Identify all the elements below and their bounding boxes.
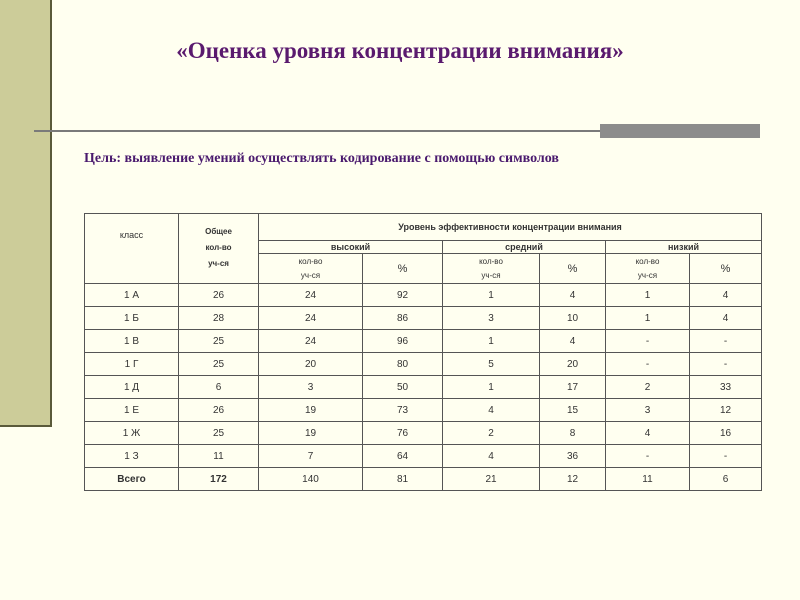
table-row <box>85 422 762 445</box>
cell-medium-pct: 20 <box>540 353 606 376</box>
table-row <box>85 399 762 422</box>
total-cell-low-count: 11 <box>606 468 690 491</box>
cell-low-pct: 12 <box>690 399 762 422</box>
total-cell-medium-count: 21 <box>443 468 540 491</box>
cell-total: 25 <box>179 422 259 445</box>
cell-high-count: 19 <box>259 422 363 445</box>
cell-medium-count: 1 <box>443 330 540 353</box>
count-label-line2: уч-ся <box>481 270 501 280</box>
table-row <box>85 307 762 330</box>
header-count-high <box>259 254 363 284</box>
table-total-row <box>85 468 762 491</box>
cell-total: 26 <box>179 399 259 422</box>
count-label-line1: кол-во <box>298 256 323 266</box>
divider-line <box>34 130 600 132</box>
cell-high-count: 3 <box>259 376 363 399</box>
table-row <box>85 330 762 353</box>
cell-medium-count: 4 <box>443 399 540 422</box>
header-level-high: высокий <box>259 241 443 254</box>
cell-low-count: - <box>606 330 690 353</box>
cell-high-pct: 80 <box>363 353 443 376</box>
cell-high-pct: 86 <box>363 307 443 330</box>
cell-high-pct: 76 <box>363 422 443 445</box>
header-total-line2: кол-во <box>205 243 232 252</box>
cell-total: 25 <box>179 330 259 353</box>
cell-high-count: 24 <box>259 284 363 307</box>
cell-low-pct: 4 <box>690 307 762 330</box>
cell-low-count: 1 <box>606 307 690 330</box>
cell-low-count: 4 <box>606 422 690 445</box>
cell-low-pct: 16 <box>690 422 762 445</box>
total-cell-high-count: 140 <box>259 468 363 491</box>
decorative-side-bar <box>0 0 52 427</box>
cell-low-count: - <box>606 445 690 468</box>
cell-medium-count: 4 <box>443 445 540 468</box>
cell-medium-count: 2 <box>443 422 540 445</box>
header-level-medium: средний <box>443 241 606 254</box>
header-total-line3: уч-ся <box>208 259 229 268</box>
cell-high-count: 7 <box>259 445 363 468</box>
cell-low-count: 2 <box>606 376 690 399</box>
cell-high-pct: 50 <box>363 376 443 399</box>
count-label-line2: уч-ся <box>637 270 658 280</box>
cell-total: 26 <box>179 284 259 307</box>
cell-low-count: 1 <box>606 284 690 307</box>
cell-low-count: 3 <box>606 399 690 422</box>
count-label-line2: уч-ся <box>300 270 321 280</box>
table-row <box>85 284 762 307</box>
cell-class: 1 З <box>85 445 179 468</box>
count-label-line1: кол-во <box>479 256 503 266</box>
cell-class: 1 Б <box>85 307 179 330</box>
cell-high-pct: 73 <box>363 399 443 422</box>
cell-low-pct: 4 <box>690 284 762 307</box>
cell-class: 1 Ж <box>85 422 179 445</box>
table-row <box>85 445 762 468</box>
cell-medium-pct: 8 <box>540 422 606 445</box>
page-title: «Оценка уровня концентрации внимания» <box>176 38 624 63</box>
cell-medium-pct: 17 <box>540 376 606 399</box>
results-table <box>84 213 762 491</box>
header-level-low: низкий <box>606 241 762 254</box>
divider-accent-bar <box>600 124 760 138</box>
total-cell-total: 172 <box>179 468 259 491</box>
cell-class: 1 А <box>85 284 179 307</box>
cell-total: 11 <box>179 445 259 468</box>
table-row <box>85 353 762 376</box>
cell-medium-pct: 15 <box>540 399 606 422</box>
cell-medium-pct: 10 <box>540 307 606 330</box>
header-pct-high: % <box>363 254 443 284</box>
cell-class: 1 Е <box>85 399 179 422</box>
cell-low-count: - <box>606 353 690 376</box>
total-cell-low-pct: 6 <box>690 468 762 491</box>
total-cell-medium-pct: 12 <box>540 468 606 491</box>
cell-medium-count: 1 <box>443 284 540 307</box>
header-total <box>179 214 259 284</box>
cell-high-count: 24 <box>259 330 363 353</box>
cell-high-pct: 64 <box>363 445 443 468</box>
cell-medium-count: 5 <box>443 353 540 376</box>
header-pct-medium: % <box>540 254 606 284</box>
header-count-low <box>606 254 690 284</box>
cell-total: 25 <box>179 353 259 376</box>
cell-high-pct: 92 <box>363 284 443 307</box>
count-label-line1: кол-во <box>635 256 660 266</box>
cell-total: 28 <box>179 307 259 330</box>
total-cell-high-pct: 81 <box>363 468 443 491</box>
cell-low-pct: - <box>690 330 762 353</box>
cell-low-pct: - <box>690 445 762 468</box>
cell-medium-pct: 4 <box>540 330 606 353</box>
header-class: класс <box>85 214 179 284</box>
cell-low-pct: - <box>690 353 762 376</box>
cell-high-pct: 96 <box>363 330 443 353</box>
cell-medium-pct: 36 <box>540 445 606 468</box>
cell-high-count: 24 <box>259 307 363 330</box>
cell-medium-count: 1 <box>443 376 540 399</box>
table-row <box>85 376 762 399</box>
header-total-line1: Общее <box>205 227 232 236</box>
cell-class: 1 В <box>85 330 179 353</box>
header-level: Уровень эффективности концентрации внимания <box>259 214 762 241</box>
cell-high-count: 19 <box>259 399 363 422</box>
cell-medium-count: 3 <box>443 307 540 330</box>
header-pct-low: % <box>690 254 762 284</box>
cell-class: 1 Д <box>85 376 179 399</box>
cell-total: 6 <box>179 376 259 399</box>
header-count-medium <box>443 254 540 284</box>
cell-class: 1 Г <box>85 353 179 376</box>
cell-low-pct: 33 <box>690 376 762 399</box>
goal-text: Цель: выявление умений осуществлять кодирование с помощью символов <box>84 151 559 166</box>
cell-high-count: 20 <box>259 353 363 376</box>
cell-medium-pct: 4 <box>540 284 606 307</box>
total-cell-class: Всего <box>85 468 179 491</box>
